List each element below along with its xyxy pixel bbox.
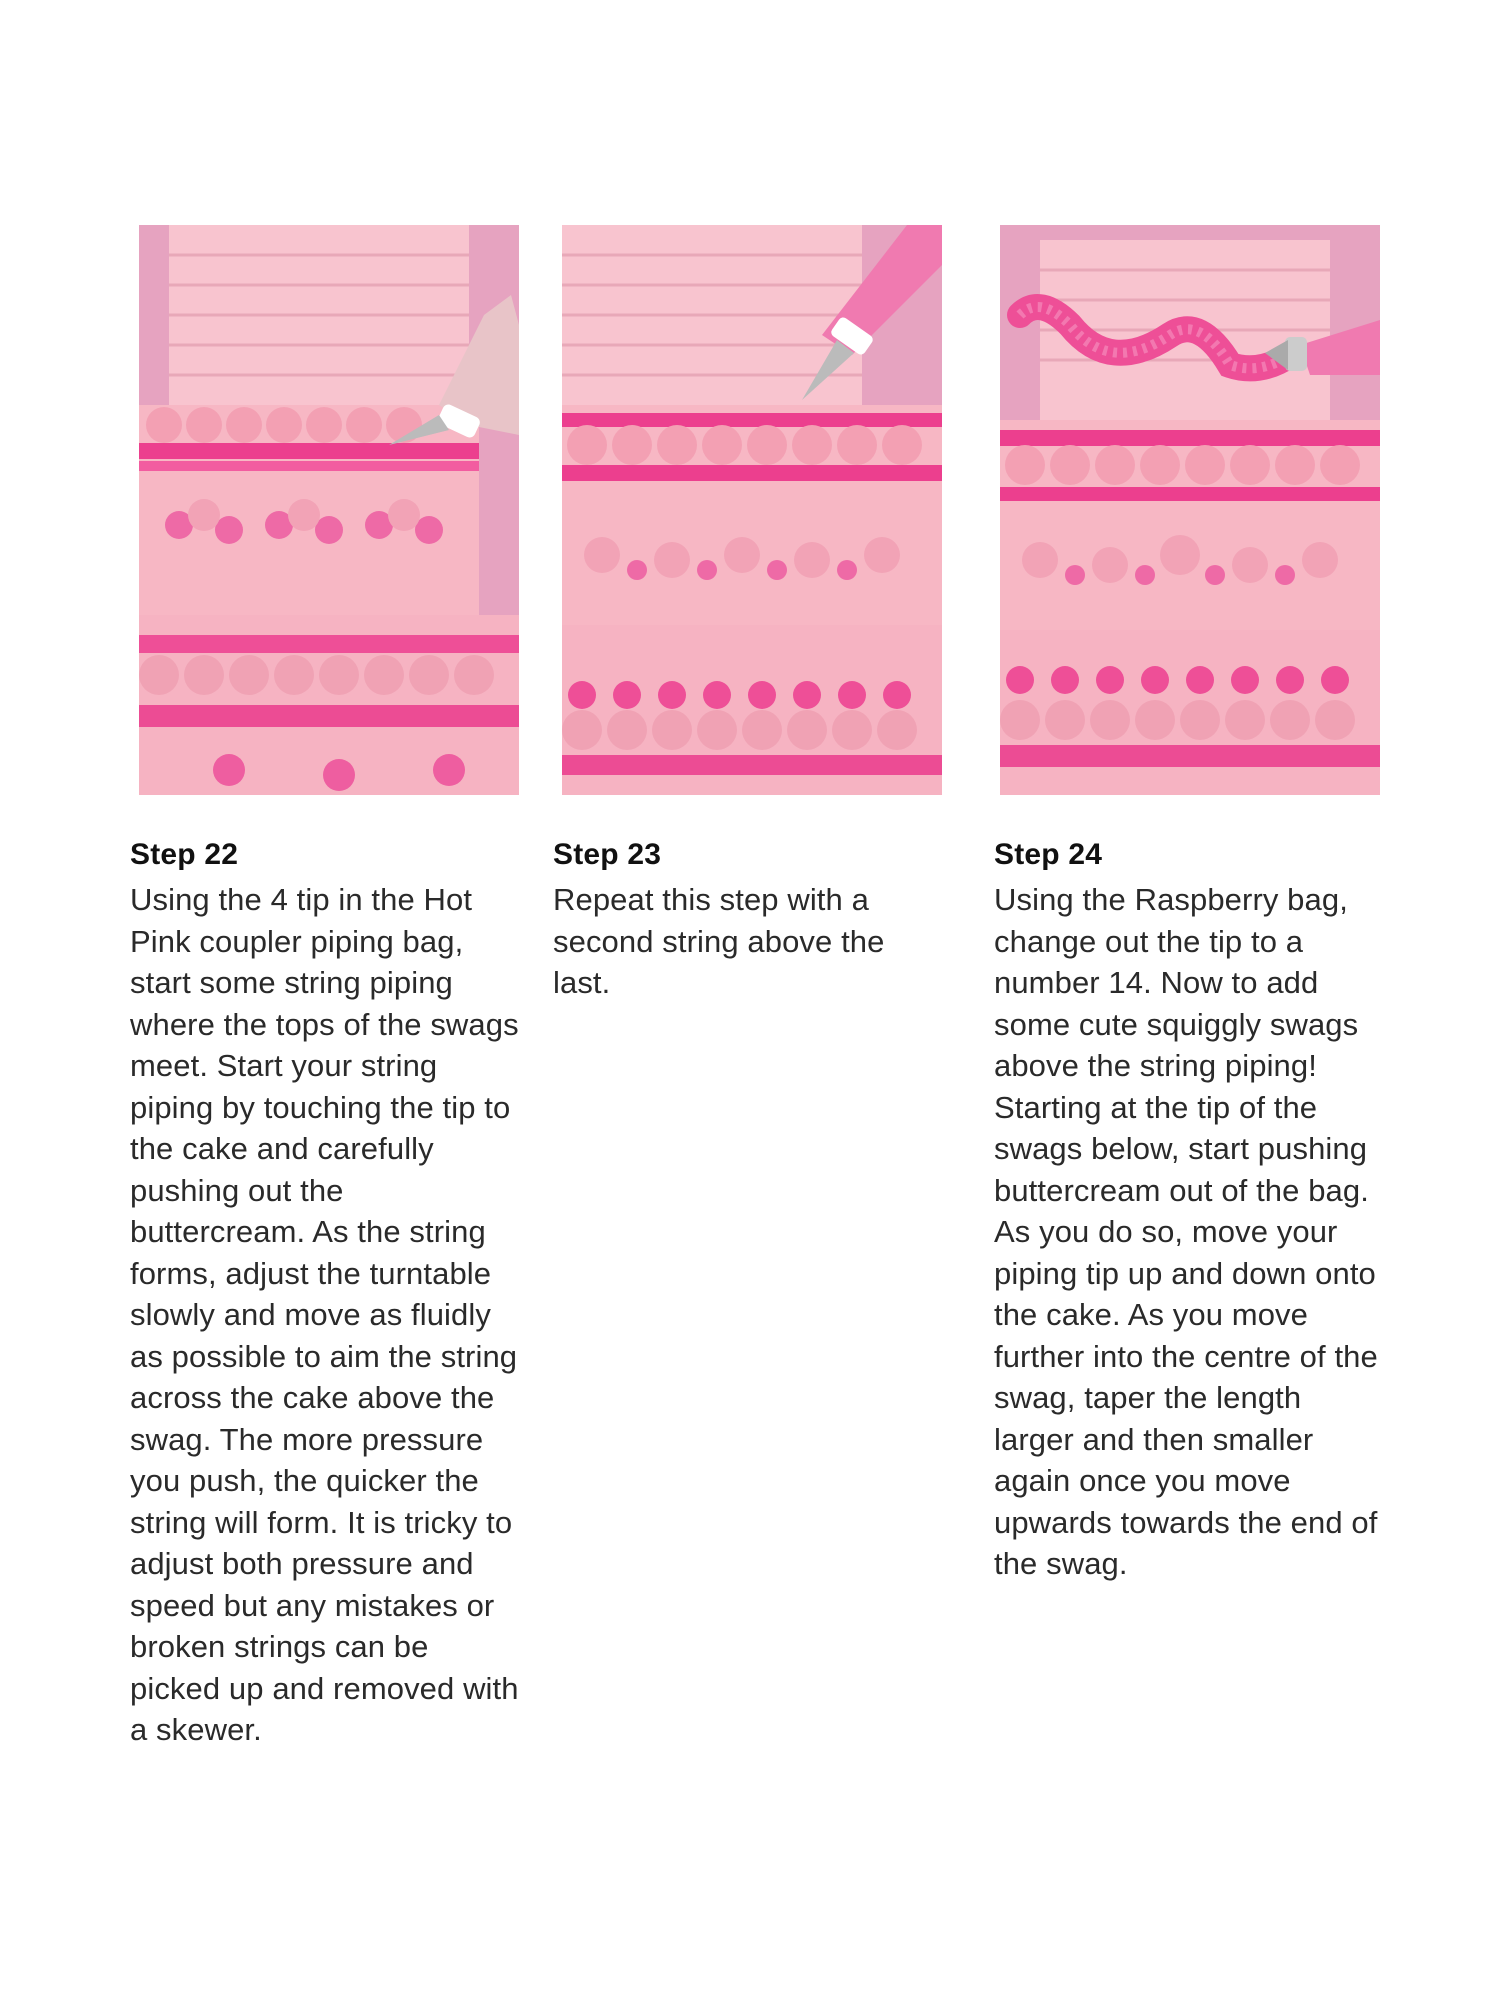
cake-image (562, 225, 942, 795)
step-description: Using the 4 tip in the Hot Pink coupler piping bag, start some string piping where the tops of the swags meet. Start your string piping by touching the tip to the cake and carefully pushing out the buttercream. As the string forms, adjust the turntable slowly and move as fluidly as possible to aim the string across the cake above the swag. The more pressure you push, the quicker the string will form. It is tricky to adjust both pressure and speed but any mistakes or broken strings can be picked up and removed with a skewer. (130, 882, 519, 1747)
step-24-column (994, 225, 1384, 1585)
step-description: Using the Raspberry bag, change out the tip to a number 14. Now to add some cute squiggly swags above the string piping! Starting at the tip of the swags below, start pushing buttercream out of the bag. As you do so, move your piping tip up and down onto the cake. As you move further into the centre of the swag, taper the length larger and then smaller again once you move upwards towards the end of the swag. (994, 882, 1378, 1581)
cake-image (1000, 225, 1380, 795)
cake-image (139, 225, 519, 795)
step-23-column (553, 225, 943, 1004)
step-title: Step 22 (130, 838, 239, 871)
step-23-photo (562, 225, 942, 795)
step-description: Repeat this step with a second string above the last. (553, 882, 885, 1000)
step-22-column (130, 225, 520, 1751)
step-title: Step 23 (553, 838, 662, 871)
step-22-photo (139, 225, 519, 795)
step-title: Step 24 (994, 838, 1103, 871)
step-24-photo (1000, 225, 1380, 795)
